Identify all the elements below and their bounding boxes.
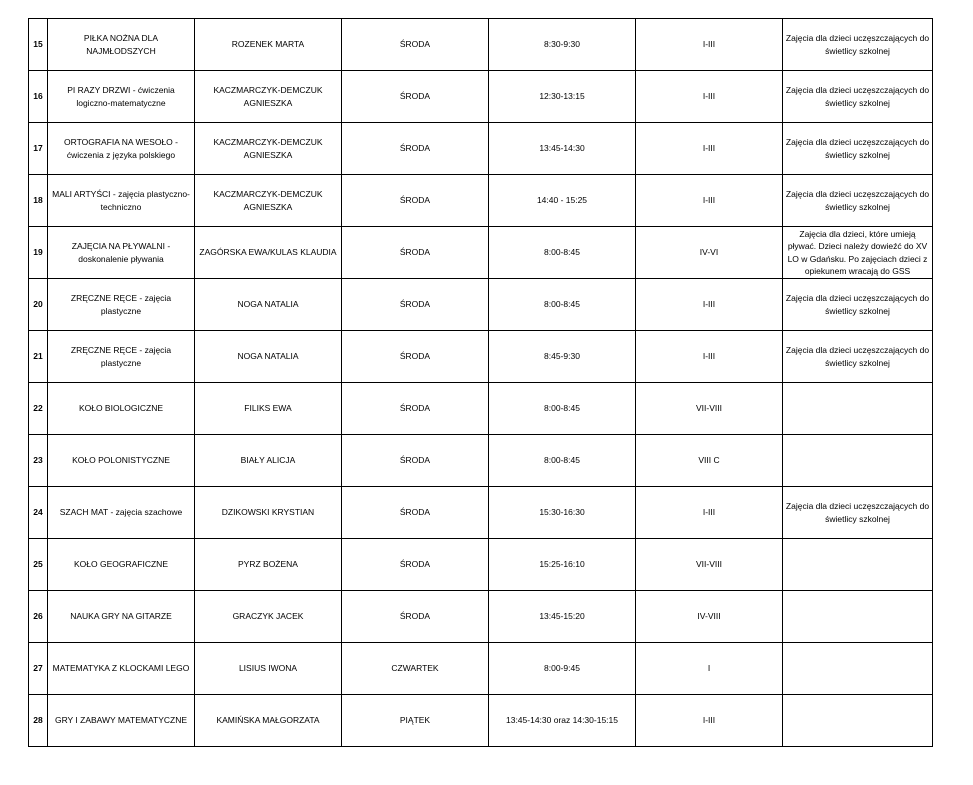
activity-name: MATEMATYKA Z KLOCKAMI LEGO [48, 643, 195, 695]
teacher-name: NOGA NATALIA [195, 331, 342, 383]
table-row [29, 19, 933, 71]
time-slot: 8:00-8:45 [489, 383, 636, 435]
time-slot: 8:00-8:45 [489, 435, 636, 487]
activity-name: GRY I ZABAWY MATEMATYCZNE [48, 695, 195, 747]
teacher-name: GRACZYK JACEK [195, 591, 342, 643]
day-of-week: ŚRODA [342, 19, 489, 71]
activity-name: PI RAZY DRZWI - ćwiczenia logiczno-matematyczne [48, 71, 195, 123]
note: Zajęcia dla dzieci uczęszczających do świetlicy szkolnej [783, 175, 933, 227]
class-levels: IV-VIII [636, 591, 783, 643]
teacher-name: LISIUS IWONA [195, 643, 342, 695]
note [783, 383, 933, 435]
class-levels: VII-VIII [636, 539, 783, 591]
time-slot: 15:25-16:10 [489, 539, 636, 591]
time-slot: 8:00-8:45 [489, 227, 636, 279]
teacher-name: KACZMARCZYK-DEMCZUK AGNIESZKA [195, 71, 342, 123]
class-levels: I-III [636, 331, 783, 383]
time-slot: 15:30-16:30 [489, 487, 636, 539]
row-number: 28 [29, 695, 48, 747]
teacher-name: KAMIŃSKA MAŁGORZATA [195, 695, 342, 747]
row-number: 26 [29, 591, 48, 643]
activity-name: KOŁO BIOLOGICZNE [48, 383, 195, 435]
note: Zajęcia dla dzieci uczęszczających do świetlicy szkolnej [783, 71, 933, 123]
activity-name: ZRĘCZNE RĘCE - zajęcia plastyczne [48, 331, 195, 383]
time-slot: 13:45-14:30 oraz 14:30-15:15 [489, 695, 636, 747]
note: Zajęcia dla dzieci uczęszczających do świetlicy szkolnej [783, 331, 933, 383]
day-of-week: ŚRODA [342, 227, 489, 279]
table-row [29, 279, 933, 331]
day-of-week: ŚRODA [342, 175, 489, 227]
table-row [29, 695, 933, 747]
class-levels: VII-VIII [636, 383, 783, 435]
time-slot: 8:00-9:45 [489, 643, 636, 695]
activity-name: SZACH MAT - zajęcia szachowe [48, 487, 195, 539]
note: Zajęcia dla dzieci uczęszczających do świetlicy szkolnej [783, 487, 933, 539]
teacher-name: ROZENEK MARTA [195, 19, 342, 71]
table-row [29, 591, 933, 643]
row-number: 15 [29, 19, 48, 71]
activity-name: PIŁKA NOŻNA DLA NAJMŁODSZYCH [48, 19, 195, 71]
time-slot: 8:30-9:30 [489, 19, 636, 71]
time-slot: 8:00-8:45 [489, 279, 636, 331]
table-body [29, 19, 933, 747]
day-of-week: ŚRODA [342, 123, 489, 175]
table-row [29, 123, 933, 175]
teacher-name: ZAGÓRSKA EWA/KULAS KLAUDIA [195, 227, 342, 279]
day-of-week: ŚRODA [342, 279, 489, 331]
table-row [29, 175, 933, 227]
row-number: 22 [29, 383, 48, 435]
activities-table [28, 18, 933, 747]
class-levels: I [636, 643, 783, 695]
time-slot: 12:30-13:15 [489, 71, 636, 123]
class-levels: I-III [636, 695, 783, 747]
day-of-week: ŚRODA [342, 331, 489, 383]
time-slot: 14:40 - 15:25 [489, 175, 636, 227]
table-row [29, 643, 933, 695]
day-of-week: ŚRODA [342, 435, 489, 487]
activity-name: KOŁO GEOGRAFICZNE [48, 539, 195, 591]
row-number: 27 [29, 643, 48, 695]
note [783, 539, 933, 591]
table-row [29, 435, 933, 487]
class-levels: I-III [636, 175, 783, 227]
note [783, 695, 933, 747]
time-slot: 8:45-9:30 [489, 331, 636, 383]
teacher-name: NOGA NATALIA [195, 279, 342, 331]
row-number: 20 [29, 279, 48, 331]
activity-name: ZRĘCZNE RĘCE - zajęcia plastyczne [48, 279, 195, 331]
day-of-week: ŚRODA [342, 591, 489, 643]
teacher-name: KACZMARCZYK-DEMCZUK AGNIESZKA [195, 175, 342, 227]
teacher-name: FILIKS EWA [195, 383, 342, 435]
teacher-name: DZIKOWSKI KRYSTIAN [195, 487, 342, 539]
teacher-name: KACZMARCZYK-DEMCZUK AGNIESZKA [195, 123, 342, 175]
activity-name: NAUKA GRY NA GITARZE [48, 591, 195, 643]
note [783, 435, 933, 487]
row-number: 24 [29, 487, 48, 539]
row-number: 23 [29, 435, 48, 487]
row-number: 18 [29, 175, 48, 227]
day-of-week: ŚRODA [342, 71, 489, 123]
class-levels: VIII C [636, 435, 783, 487]
class-levels: IV-VI [636, 227, 783, 279]
note [783, 591, 933, 643]
row-number: 21 [29, 331, 48, 383]
activity-name: MALI ARTYŚCI - zajęcia plastyczno-techniczno [48, 175, 195, 227]
table-row [29, 227, 933, 279]
table-row [29, 71, 933, 123]
note: Zajęcia dla dzieci uczęszczających do świetlicy szkolnej [783, 123, 933, 175]
class-levels: I-III [636, 71, 783, 123]
class-levels: I-III [636, 19, 783, 71]
row-number: 16 [29, 71, 48, 123]
table-row [29, 539, 933, 591]
note: Zajęcia dla dzieci uczęszczających do świetlicy szkolnej [783, 279, 933, 331]
row-number: 25 [29, 539, 48, 591]
day-of-week: PIĄTEK [342, 695, 489, 747]
teacher-name: BIAŁY ALICJA [195, 435, 342, 487]
teacher-name: PYRZ BOŻENA [195, 539, 342, 591]
row-number: 19 [29, 227, 48, 279]
activity-name: ORTOGRAFIA NA WESOŁO - ćwiczenia z języka polskiego [48, 123, 195, 175]
day-of-week: ŚRODA [342, 383, 489, 435]
note: Zajęcia dla dzieci, które umieją pływać. Dzieci należy dowieźć do XV LO w Gdańsku. Po zajęciach dzieci z opiekunem wracają do GSS [783, 227, 933, 279]
day-of-week: ŚRODA [342, 539, 489, 591]
time-slot: 13:45-14:30 [489, 123, 636, 175]
activity-name: KOŁO POLONISTYCZNE [48, 435, 195, 487]
day-of-week: CZWARTEK [342, 643, 489, 695]
time-slot: 13:45-15:20 [489, 591, 636, 643]
class-levels: I-III [636, 279, 783, 331]
class-levels: I-III [636, 487, 783, 539]
table-row [29, 487, 933, 539]
row-number: 17 [29, 123, 48, 175]
class-levels: I-III [636, 123, 783, 175]
note [783, 643, 933, 695]
table-row [29, 331, 933, 383]
day-of-week: ŚRODA [342, 487, 489, 539]
table-row [29, 383, 933, 435]
note: Zajęcia dla dzieci uczęszczających do świetlicy szkolnej [783, 19, 933, 71]
activity-name: ZAJĘCIA NA PŁYWALNI - doskonalenie pływania [48, 227, 195, 279]
